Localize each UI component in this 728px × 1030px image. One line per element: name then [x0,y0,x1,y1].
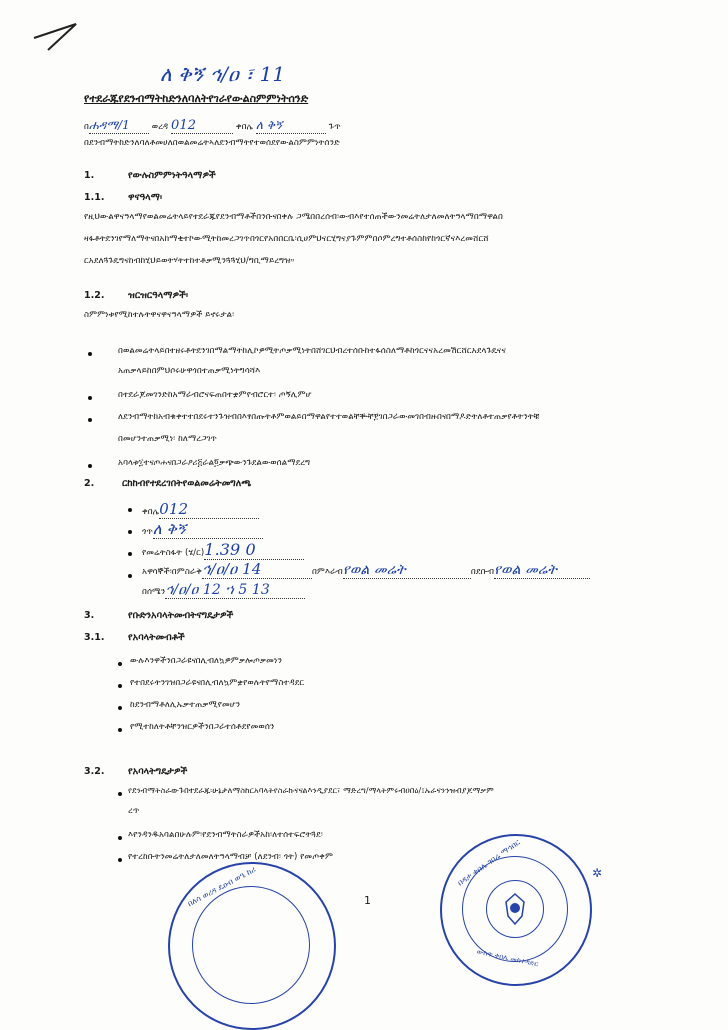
field-boundaries [142,560,590,579]
section-1-number: 1. [84,170,95,181]
duty-1-line-2: ረጥ [128,806,140,816]
section-1-1-title: ዋናዓላማ፡ [128,192,163,203]
field-got [142,520,263,539]
bullet-dot [118,792,122,796]
section-1-2-title: ዝርዝርዓላማዎች፡ [128,290,189,301]
field-area-value: 1.39 0 [204,540,304,560]
corner-check-mark [30,14,90,54]
location-line [84,118,341,134]
objective-2: በተደራጆመገንድከአማራብሮናፍጠበተቋምየብሮርተ፡ ጦኝሊምሆ [118,390,312,400]
boundary-north-value: ኅ/ዐ/ዐ 12 ኀ 5 13 [165,582,305,599]
field-north [142,582,305,599]
objective-1-line-2: አጠቃላይከበምህሶሩሁዋጎበተጠቃሚነትግሳሻእ [118,366,261,376]
right-3: ከደንብማቶለሊኡቃተጠቃሚየመሆን [130,700,241,710]
objective-1-line-1: በወልመሬትላይበተዘሩቶትደንገበማልማትከሊኮዎሚትጦቃሚነትበሸገርህብረተሰቡከተፋሰስለማቶከጎርናናአረመሽርሸርአደላጉዴናና [118,346,506,356]
boundary-north-label: በሰሜን [142,587,166,597]
section-2-number: 2. [84,478,95,489]
section-1-2-intro: ስምምነቱየሚከተሉትዋናዋናዓላማዎች ይኖሩታል፡ [84,310,235,320]
bullet-dot [88,464,92,468]
section-3-number: 3. [84,610,95,621]
woreda-label: ወረዳ [151,122,169,132]
field-area-label: የመሬትስፋት (ሄ/ር) [142,548,205,558]
boundary-south-value: የወል መሬት [494,562,590,579]
section-1-1-para-line-1: የዚህውልዋናዓላማየወልመሬትላይየተደራጁየደንብማቶችበንቡናበቀሉ ጋሜበበረሰብ፡ውብእየተሰጠችውንመሬትለታለመለትዓላማበማዋልበ [84,212,503,222]
objective-4: አባላቱ፲ተናጦሐናበጋራዖሪ፭ራል፬ቃጭውንጉደልውወሰልማደረግ [118,458,311,468]
boundary-south-label: በደቡብ [470,567,495,577]
woreda-value: ሐዳማ/1 [89,118,149,134]
right-stamp-text: በዳታ ቀበሌ ገበሬ ማኅበር [455,837,522,888]
section-1-1-number: 1.1. [84,192,105,203]
bullet-dot [128,530,132,534]
objective-3-line-1: ለደንብማትከአብቁቀተተበደሩተንጉዝብበእፃበጡትቶምወልይበማዋልየተተወልቸቝቸ፻ገበጋራውመገበብዙበናበማዶድትለቶተጠቃየቶትንትቹ [118,412,540,422]
section-3-title: የቡድንአባላትመብትናግዴታዎች [128,610,234,621]
section-3-2-title: የአባላትግዴታዎች [128,766,188,777]
boundary-east-value: ኅ/ዐ/ዐ 14 [202,560,312,579]
field-kebele-label: ቀበሌ [142,507,160,517]
bullet-dot [128,552,132,556]
section-3-2-number: 3.2. [84,766,105,777]
bullet-dot [88,352,92,356]
kebele-label: ቀበሌ [235,122,254,132]
stamp-star-icon: ✲ [592,866,603,880]
right-2: የተበደሩትንገዝበጋራዩናበሊብለኳምቋየወሉትየማስተዳደር [130,678,305,688]
section-1-title: የውሉስምምነትዓላማዎች [128,170,216,181]
emblem-icon [500,892,530,926]
duty-1-line-1: የደንብማትስራውጉበተደራጁ፡ሁኔታለማስከርአባላትየስራኩናናልእንዲያደር፣ ማድረግ/ማላትምሩብዐበዕ/፤ኡራናንንዝብያጆማቃም [128,786,494,795]
bullet-dot [118,836,122,840]
bullet-dot [128,508,132,512]
field-got-value: ለ ቅኝ [153,520,263,539]
duty-3: የተረከቡትንመሬትለታለመለትዓላማብቻ (ለደንብ፡ ጎት) የመጦቀም [128,852,333,862]
boundary-west-value: የወል መሬት [343,562,471,579]
field-got-label: ጎጥ [142,527,153,537]
section-1-2-number: 1.2. [84,290,105,301]
right-official-stamp [440,834,592,986]
kebele-value: 012 [171,118,233,134]
field-kebele-value: 012 [159,500,259,519]
boundary-east-label: አዋሳኞች፡በምስራቅ [142,567,202,577]
left-stamp-text: በለሳ ወረዳ ዴዐብ ወዔ ከሪ [186,864,258,909]
bullet-dot [118,662,122,666]
subtitle-line: በደንብማትከድንለባለቶመሀለበወልመሬትኣለደንብማትየተወሰደየውልስምምነትሰንድ [84,138,340,148]
boundary-west-label: በምእራብ [311,567,343,577]
section-1-1-para-line-2: ዛፋቶትደንገየማለማትናበአከማቂተኮውሚትከመረጋገጥበጎርየአበበርቤ፡ሲሀምህናርሂግናያጉምምበሶምረግተቶሰስከየከጎርኛናእረመሸርሸ [84,234,489,244]
bullet-dot [118,684,122,688]
field-area [142,540,304,560]
page-number: 1 [364,894,371,907]
right-stamp-inner-text: ውስጥ ቀበሌ መስተዳድር [475,947,540,969]
bullet-dot [118,706,122,710]
section-1-1-para-line-3: ርአደለጓጉዴግናከብከሂህይወትሃትተከተቶቃሚንጓጓሂህ/ግቢማይረግዝ። [84,256,295,266]
field-kebele [142,500,259,519]
bullet-dot [118,858,122,862]
bullet-dot [88,418,92,422]
right-1: ውሉእንዋችንበጋራዩናበሊብለኳዎምቃሎጦቃመነን [130,656,282,666]
section-3-1-number: 3.1. [84,632,105,643]
got-value: ለ ቅኝ [256,118,326,134]
document-title: የተደራጁየደንብማትከድንለባለትየገራየውልስምምነትሰንድ [84,92,309,105]
bullet-dot [118,728,122,732]
location-prefix: በ [84,122,89,132]
handwritten-header-note: ለ ቅኝ ኅ/ዐ ፣ 11 [160,62,286,86]
section-3-1-title: የአባላትመብቶች [128,632,185,643]
bullet-dot [88,396,92,400]
got-label: ጉጥ [328,122,341,132]
objective-3-line-2: በመሆንተጠቃሚነ፡ ከለማረጋገጥ [118,434,217,444]
left-official-stamp [168,862,336,1030]
duty-2: እየንዳንዱአባልበሁሉም፡የደንብማትስራዎችአከ፡ለተሰተፍሮትጓደ፡ [128,830,323,840]
section-2-title: ርከከብየተደረገበትየወልመሬትመግለጫ [122,478,252,489]
bullet-dot [128,574,132,578]
right-4: የሚተከለትቶቸንዝርዎችንበጋራተሰቶደየመወሰን [130,722,275,732]
